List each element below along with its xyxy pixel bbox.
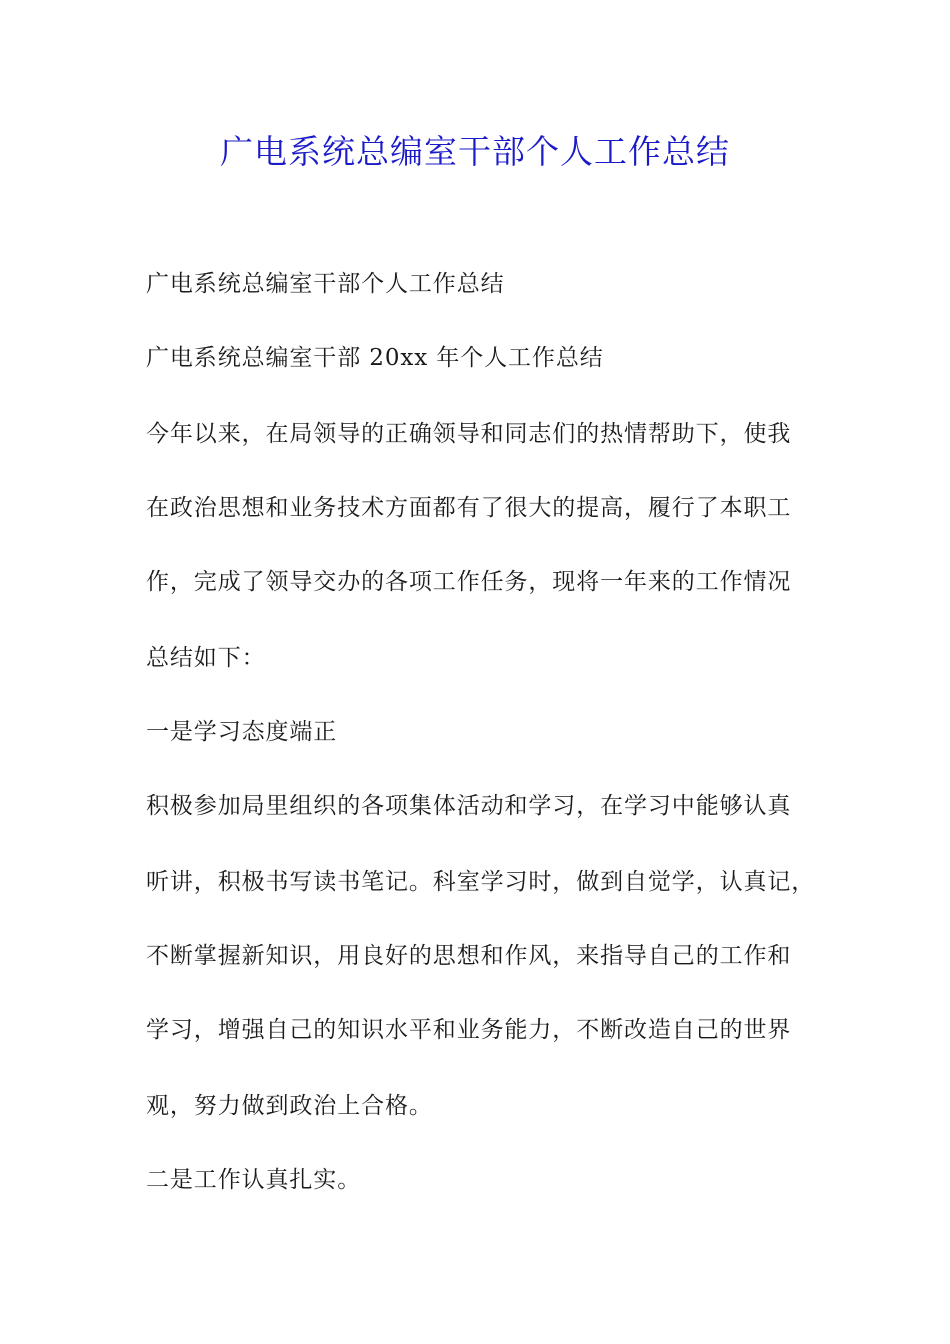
section-heading: 一是学习态度端正 (146, 719, 338, 745)
paragraph-line: 作，完成了领导交办的各项工作任务，现将一年来的工作情况 (146, 569, 792, 595)
section-heading: 二是工作认真扎实。 (146, 1167, 362, 1193)
paragraph-line: 学习，增强自己的知识水平和业务能力，不断改造自己的世界 (146, 1017, 792, 1043)
paragraph-line: 总结如下： (146, 645, 266, 671)
subtitle-line: 广电系统总编室干部个人工作总结 (146, 271, 505, 297)
paragraph-line: 积极参加局里组织的各项集体活动和学习，在学习中能够认真 (146, 793, 792, 819)
subtitle-year-line: 广电系统总编室干部 20xx 年个人工作总结 (146, 345, 604, 371)
paragraph-line: 在政治思想和业务技术方面都有了很大的提高，履行了本职工 (146, 495, 792, 521)
paragraph-line: 不断掌握新知识，用良好的思想和作风，来指导自己的工作和 (146, 943, 792, 969)
paragraph-line: 观，努力做到政治上合格。 (146, 1093, 433, 1119)
paragraph-line: 听讲，积极书写读书笔记。科室学习时，做到自觉学，认真记， (146, 869, 816, 895)
paragraph-line: 今年以来，在局领导的正确领导和同志们的热情帮助下，使我 (146, 421, 792, 447)
document-title: 广电系统总编室干部个人工作总结 (220, 132, 730, 171)
